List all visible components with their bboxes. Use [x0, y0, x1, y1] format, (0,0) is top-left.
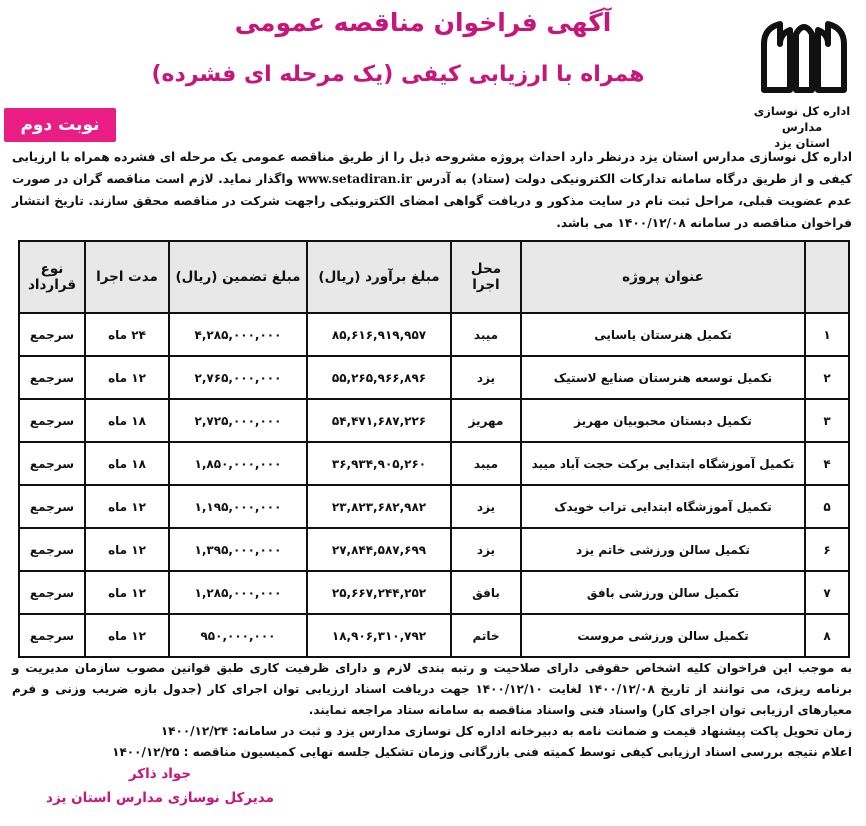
cell-guarantee-amount: ۴,۲۸۵,۰۰۰,۰۰۰	[169, 313, 307, 356]
cell-duration: ۱۲ ماه	[85, 614, 169, 657]
cell-row-number: ۳	[805, 399, 849, 442]
cell-duration: ۱۲ ماه	[85, 485, 169, 528]
cell-contract-type: سرجمع	[19, 442, 85, 485]
cell-location: بافق	[451, 571, 521, 614]
footer-paragraph-2: زمان تحویل پاکت پیشنهاد قیمت و ضمانت نامه به دبیرخانه اداره کل نوسازی مدارس یزد و ثبت در سامانه: ۱۴۰۰/۱۲/۲۴	[160, 724, 852, 738]
notice-subtitle: همراه با ارزیابی کیفی (یک مرحله ای فشرده)	[151, 62, 645, 87]
cell-estimate-amount: ۲۳,۸۲۳,۶۸۲,۹۸۲	[307, 485, 451, 528]
footer-paragraph-3: اعلام نتیجه بررسی اسناد ارزیابی کیفی توسط کمیته فنی بازرگانی وزمان تشکیل جلسه نهایی کمیسیون مناقصه : ۱۴۰۰/۱۲/۲۵	[112, 745, 852, 759]
header-contract-type: نوع قرارداد	[19, 241, 85, 313]
intro-text-2: واگذار نماید. لازم است مناقصه گران در صورت عدم عضویت قبلی، مراحل ثبت نام در سایت مذکور و دریافت گواهی امضای الکترونیکی راجهت شرکت در مناقصه محقق سازند. تاریخ انتشار فراخوان مناقصه در سامانه ۱۴۰۰/۱۲/۰۸ می باشد.	[12, 172, 852, 230]
cell-duration: ۱۲ ماه	[85, 528, 169, 571]
cell-project-name: تکمیل هنرستان یاسایی	[521, 313, 805, 356]
header-location: محل اجرا	[451, 241, 521, 313]
cell-row-number: ۴	[805, 442, 849, 485]
table-row	[19, 313, 849, 356]
cell-duration: ۱۲ ماه	[85, 571, 169, 614]
cell-project-name: تکمیل سالن ورزشی مروست	[521, 614, 805, 657]
cell-estimate-amount: ۲۷,۸۴۴,۵۸۷,۶۹۹	[307, 528, 451, 571]
cell-contract-type: سرجمع	[19, 614, 85, 657]
cell-location: میبد	[451, 313, 521, 356]
cell-estimate-amount: ۲۵,۶۶۷,۲۴۴,۲۵۲	[307, 571, 451, 614]
cell-project-name: تکمیل دبستان محبوبیان مهریز	[521, 399, 805, 442]
table-header-row	[19, 241, 849, 313]
signature-block	[10, 762, 310, 810]
cell-contract-type: سرجمع	[19, 399, 85, 442]
cell-guarantee-amount: ۲,۷۲۵,۰۰۰,۰۰۰	[169, 399, 307, 442]
cell-project-name: تکمیل سالن ورزشی خاتم یزد	[521, 528, 805, 571]
cell-estimate-amount: ۸۵,۶۱۶,۹۱۹,۹۵۷	[307, 313, 451, 356]
cell-row-number: ۶	[805, 528, 849, 571]
cell-row-number: ۱	[805, 313, 849, 356]
cell-guarantee-amount: ۱,۸۵۰,۰۰۰,۰۰۰	[169, 442, 307, 485]
cell-location: خاتم	[451, 614, 521, 657]
organization-logo-icon	[750, 14, 858, 98]
cell-location: یزد	[451, 356, 521, 399]
website-link[interactable]: www.setadiran.ir	[297, 172, 412, 186]
cell-duration: ۱۸ ماه	[85, 399, 169, 442]
cell-contract-type: سرجمع	[19, 528, 85, 571]
cell-location: یزد	[451, 528, 521, 571]
cell-project-name: تکمیل آموزشگاه ابتدایی تراب خویدک	[521, 485, 805, 528]
intro-paragraph	[12, 146, 852, 234]
intro-text-1: اداره کل نوسازی مدارس استان یزد درنظر دارد احداث پروژه مشروحه ذیل را از طریق مناقصه عمومی یک مرحله ای فشرده همراه با ارزیابی کیفی و از طریق درگاه سامانه تدارکات الکترونیکی دولت (ستاد) به آدرس	[12, 150, 853, 186]
notice-title: آگهی فراخوان مناقصه عمومی	[234, 8, 612, 37]
cell-guarantee-amount: ۱,۲۸۵,۰۰۰,۰۰۰	[169, 571, 307, 614]
header-row-number	[805, 241, 849, 313]
cell-guarantee-amount: ۹۵۰,۰۰۰,۰۰۰	[169, 614, 307, 657]
header-guarantee: مبلغ تضمین (ریال)	[169, 241, 307, 313]
signer-name: جواد ذاکر	[128, 766, 192, 782]
cell-row-number: ۷	[805, 571, 849, 614]
signer-title: مدیرکل نوسازی مدارس استان یزد	[46, 790, 274, 806]
cell-guarantee-amount: ۲,۷۶۵,۰۰۰,۰۰۰	[169, 356, 307, 399]
cell-project-name: تکمیل آموزشگاه ابتدایی برکت حجت آباد میبد	[521, 442, 805, 485]
cell-guarantee-amount: ۱,۳۹۵,۰۰۰,۰۰۰	[169, 528, 307, 571]
org-line-2: استان یزد	[774, 136, 830, 150]
cell-row-number: ۸	[805, 614, 849, 657]
cell-contract-type: سرجمع	[19, 485, 85, 528]
footer-paragraph-1: به موجب این فراخوان کلیه اشخاص حقوقی دارای صلاحیت و رتبه بندی لازم و دارای ظرفیت کاری طبق قوانین مصوب سازمان مدیریت و برنامه ریزی، می توانند از تاریخ ۱۴۰۰/۱۲/۰۸ لغایت ۱۴۰۰/۱۲/۱۰ جهت دریافت اسناد ارزیابی توان اجرای کار (جدول بازه ضریب وزنی و فرم معیارهای ارزیابی توان اجرای کار) واسناد فنی واسناد مناقصه به سامانه ستاد مراجعه نمایند.	[12, 661, 852, 717]
cell-location: میبد	[451, 442, 521, 485]
cell-estimate-amount: ۱۸,۹۰۶,۳۱۰,۷۹۲	[307, 614, 451, 657]
table-row	[19, 571, 849, 614]
table-row	[19, 399, 849, 442]
cell-row-number: ۵	[805, 485, 849, 528]
table-row	[19, 356, 849, 399]
org-line-1: اداره کل نوسازی مدارس	[753, 104, 851, 134]
cell-location: مهریز	[451, 399, 521, 442]
header-duration: مدت اجرا	[85, 241, 169, 313]
cell-estimate-amount: ۵۴,۴۷۱,۶۸۷,۲۲۶	[307, 399, 451, 442]
header-project: عنوان پروژه	[521, 241, 805, 313]
cell-guarantee-amount: ۱,۱۹۵,۰۰۰,۰۰۰	[169, 485, 307, 528]
table-row	[19, 485, 849, 528]
edition-badge: نوبت دوم	[4, 108, 116, 142]
header-estimate: مبلغ برآورد (ریال)	[307, 241, 451, 313]
cell-contract-type: سرجمع	[19, 356, 85, 399]
table-row	[19, 528, 849, 571]
footer-notes	[12, 658, 852, 763]
cell-row-number: ۲	[805, 356, 849, 399]
cell-duration: ۱۲ ماه	[85, 356, 169, 399]
table-row	[19, 442, 849, 485]
cell-estimate-amount: ۵۵,۲۶۵,۹۶۶,۸۹۶	[307, 356, 451, 399]
cell-project-name: تکمیل توسعه هنرستان صنایع لاستیک	[521, 356, 805, 399]
projects-table	[18, 240, 850, 658]
cell-duration: ۲۴ ماه	[85, 313, 169, 356]
cell-project-name: تکمیل سالن ورزشی بافق	[521, 571, 805, 614]
cell-duration: ۱۸ ماه	[85, 442, 169, 485]
cell-estimate-amount: ۳۶,۹۳۴,۹۰۵,۲۶۰	[307, 442, 451, 485]
cell-contract-type: سرجمع	[19, 571, 85, 614]
cell-contract-type: سرجمع	[19, 313, 85, 356]
organization-name	[742, 103, 862, 151]
cell-location: یزد	[451, 485, 521, 528]
table-row	[19, 614, 849, 657]
